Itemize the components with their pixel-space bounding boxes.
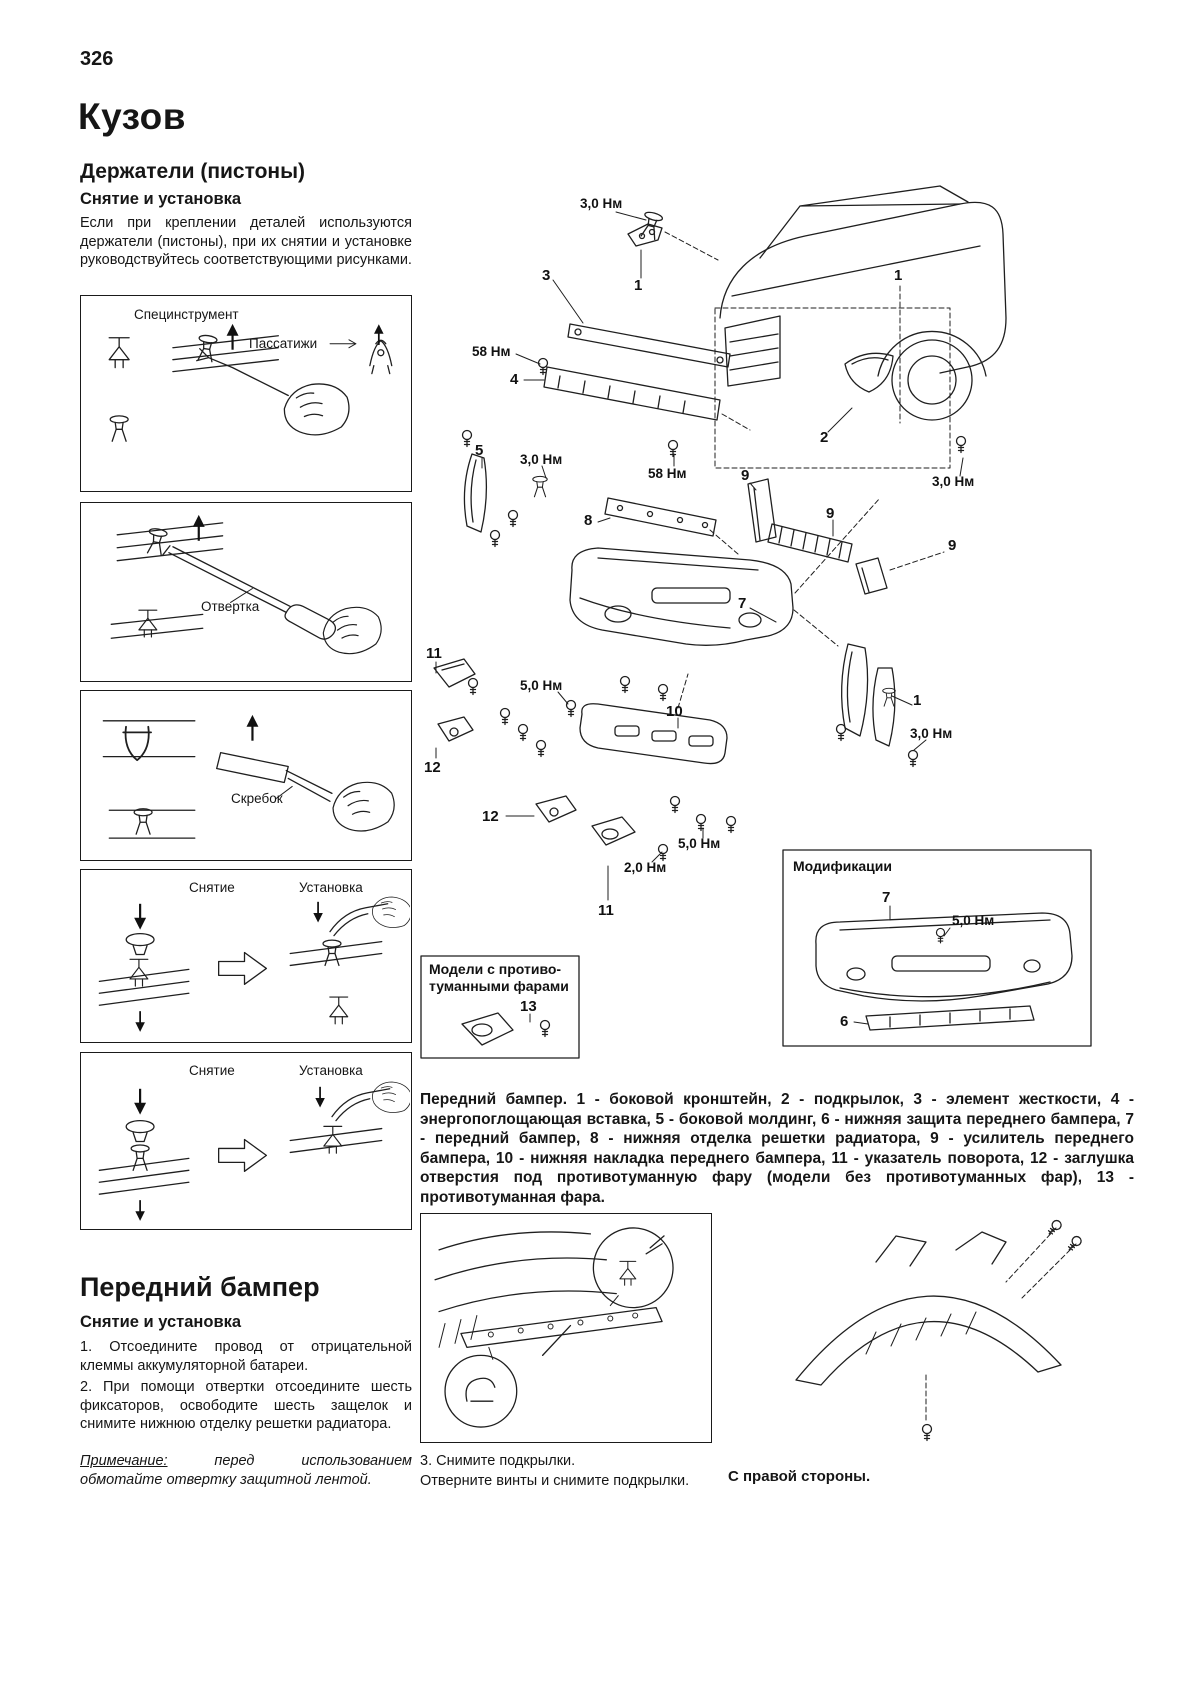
callout-13: 13 <box>520 998 537 1015</box>
bolt-icon <box>519 725 528 741</box>
down-arrow-icon <box>135 1200 145 1221</box>
front-bumper-exploded-diagram <box>420 168 1135 1080</box>
mid-figure-caption-2: Отверните винты и снимите подкрылки. <box>420 1473 690 1489</box>
bolt-icon <box>1046 1219 1063 1237</box>
torque-label: 3,0 Нм <box>520 452 563 467</box>
figure-grille-trim-removal <box>420 1213 712 1443</box>
callout-7: 7 <box>738 595 747 612</box>
bolt-icon <box>501 709 510 725</box>
bolt-icon <box>537 741 546 757</box>
removal-installation-illustration <box>81 870 410 1040</box>
part-fender-liner-2 <box>845 353 893 392</box>
callout-1: 1 <box>634 277 643 294</box>
callout-6: 6 <box>840 1013 849 1030</box>
part-plug-12a <box>438 717 473 741</box>
fog-models-box <box>421 956 579 1058</box>
callout-3: 3 <box>542 267 551 284</box>
fog-box-label-line1: Модели с противо- <box>429 961 562 977</box>
callout-7: 7 <box>882 889 891 906</box>
pliers-icon <box>370 340 392 373</box>
torque-label: 2,0 Нм <box>624 860 667 875</box>
bolt-icon <box>697 815 706 831</box>
clip-icon <box>131 1145 149 1170</box>
torque-label: 58 Нм <box>648 466 687 481</box>
clip-icon <box>323 940 341 965</box>
bolt-icon <box>509 511 518 527</box>
car-outline <box>720 186 1006 420</box>
bolt-icon <box>669 441 678 457</box>
up-arrow-icon <box>246 715 258 741</box>
clip-icon <box>123 727 151 760</box>
torque-label: 58 Нм <box>472 344 511 359</box>
holders-subheading: Снятие и установка <box>80 190 242 208</box>
part-reinforcement-9a <box>748 479 776 542</box>
installation-label: Установка <box>299 880 363 895</box>
clip-icon <box>620 1261 636 1285</box>
callout-2: 2 <box>820 429 829 446</box>
magnifier-circle <box>593 1228 673 1308</box>
grille-trim-illustration <box>421 1214 710 1440</box>
clip-icon <box>324 1126 342 1153</box>
holders-intro: Если при креплении деталей используются держатели (пистоны), при их снятии и установке руководствуйтесь соответствующими рисунками. <box>80 215 412 269</box>
figure-scraper <box>80 690 412 861</box>
callout-1: 1 <box>913 692 922 709</box>
callout-11: 11 <box>426 645 442 662</box>
bumper-subheading: Снятие и установка <box>80 1313 242 1331</box>
callout-11: 11 <box>598 902 614 919</box>
clip-icon <box>883 688 896 706</box>
bumper-note <box>80 1452 412 1490</box>
callout-12: 12 <box>424 759 441 776</box>
hand-illustration <box>328 775 400 838</box>
callout-5: 5 <box>475 442 484 459</box>
installation-label: Установка <box>299 1063 363 1078</box>
scraper-illustration <box>81 691 410 858</box>
bumper-heading: Передний бампер <box>80 1272 320 1302</box>
bolt-icon <box>923 1425 932 1441</box>
page-title: Кузов <box>78 96 186 137</box>
hand-illustration <box>318 600 388 662</box>
hand-illustration <box>280 378 354 441</box>
diagram-caption: Передний бампер. 1 - боковой кронштейн, 2 - подкрылок, 3 - элемент жесткости, 4 - энергопоглощающая вставка, 5 - боковой молдинг, 6 - нижняя защита переднего бампера, 7 - передний бампер, 8 - нижняя отделка решетки радиатора, 9 - усилитель переднего бампера, 10 - нижняя накладка переднего бампера, 11 - указатель поворота, 12 - заглушка отверстия под противотуманную фару (модели без противотуманных фар), 13 - противотуманная фара. <box>420 1091 1134 1206</box>
modifications-box <box>783 850 1091 1046</box>
modifications-label: Модификации <box>793 858 892 874</box>
removal-label: Снятие <box>189 1063 235 1078</box>
part-reinforcement-9c <box>856 558 887 594</box>
special-tool-illustration <box>81 296 410 489</box>
bolt-icon <box>463 431 472 447</box>
holders-heading: Держатели (пистоны) <box>80 160 306 183</box>
note-text: перед использованием обмотайте отвертку защитной лентой. <box>80 1453 412 1488</box>
part-molding-5 <box>464 454 486 532</box>
torque-label: 3,0 Нм <box>910 726 953 741</box>
callout-9: 9 <box>948 537 957 554</box>
clip-icon <box>146 528 168 556</box>
pliers-label: Пассатижи <box>249 336 318 351</box>
callout-10: 10 <box>666 703 683 720</box>
bolt-icon <box>936 928 944 942</box>
part-bracket-1 <box>628 224 662 246</box>
bolt-icon <box>491 531 500 547</box>
up-arrow-icon <box>227 324 239 350</box>
fog-box-label-line2: туманными фарами <box>429 978 569 994</box>
screwdriver-label: Отвертка <box>201 599 260 614</box>
clip-icon <box>130 959 148 986</box>
down-arrow-icon <box>315 1087 325 1108</box>
clip-icon <box>110 416 128 441</box>
note-label: Примечание: <box>80 1453 168 1469</box>
part-bumper-7 <box>570 548 793 645</box>
callout-8: 8 <box>584 512 593 529</box>
down-arrow-icon <box>313 902 323 923</box>
figure-screwdriver <box>80 502 412 682</box>
figure-special-tool <box>80 295 412 492</box>
scraper-label: Скребок <box>231 791 283 806</box>
part-lower-plate-10 <box>580 704 727 764</box>
bumper-step-2: 2. При помощи отвертки отсоедините шесть фиксаторов, освободите шесть защелок и снимите нижнюю отделку решетки радиатора. <box>80 1379 412 1433</box>
down-arrow-icon <box>135 1011 145 1032</box>
clip-icon <box>109 338 129 368</box>
torque-label: 3,0 Нм <box>580 196 623 211</box>
clip-icon <box>330 997 348 1024</box>
clip-icon <box>533 476 547 496</box>
part-plug-12b <box>536 796 576 822</box>
figure-removal-installation-2 <box>80 1052 412 1230</box>
callout-12: 12 <box>482 808 499 825</box>
bolt-icon <box>957 437 966 453</box>
callout-4: 4 <box>510 371 519 388</box>
part-stiffener-3 <box>568 324 730 367</box>
removal-installation-illustration <box>81 1053 410 1227</box>
bolt-icon <box>671 797 680 813</box>
part-turn-signal-11b <box>592 817 635 845</box>
clip-icon <box>134 809 152 834</box>
bolt-icon <box>659 845 668 861</box>
part-absorber-4 <box>544 367 720 420</box>
up-arrow-icon <box>193 515 205 541</box>
page-number: 326 <box>80 48 114 70</box>
hand-illustration <box>372 897 410 928</box>
torque-label: 5,0 Нм <box>520 678 563 693</box>
callout-9: 9 <box>741 467 750 484</box>
down-arrow-icon <box>134 904 146 930</box>
bolt-icon <box>469 679 478 695</box>
special-tool-label: Специнструмент <box>134 307 239 322</box>
mid-figure-caption-1: 3. Снимите подкрылки. <box>420 1453 576 1469</box>
torque-label: 5,0 Нм <box>952 913 995 928</box>
bolt-icon <box>727 817 736 833</box>
fender-liner-illustration <box>726 1210 1136 1460</box>
mod-bumper-illustration <box>816 913 1072 1001</box>
bolt-icon <box>909 751 918 767</box>
exploded-view-svg <box>420 168 1135 1080</box>
callout-1: 1 <box>894 267 903 284</box>
mod-guard-illustration <box>866 1006 1034 1030</box>
bolt-icon <box>541 1021 550 1037</box>
bolt-icon <box>567 701 576 717</box>
screwdriver-illustration <box>81 503 410 679</box>
part-grille-trim-8 <box>605 498 716 536</box>
callout-9: 9 <box>826 505 835 522</box>
bolt-icon <box>659 685 668 701</box>
down-arrow-icon <box>134 1089 146 1115</box>
bolt-icon <box>621 677 630 693</box>
magnifier-circle <box>445 1355 517 1427</box>
figure-fender-liner <box>726 1210 1136 1460</box>
bumper-step-1: 1. Отсоедините провод от отрицательной клеммы аккумуляторной батареи. <box>80 1339 412 1374</box>
torque-label: 5,0 Нм <box>678 836 721 851</box>
hand-illustration <box>372 1082 410 1113</box>
torque-label: 3,0 Нм <box>932 474 975 489</box>
bolt-icon <box>1066 1235 1083 1253</box>
fog-lamp-illustration <box>462 1013 513 1045</box>
removal-label: Снятие <box>189 880 235 895</box>
figure-removal-installation-1 <box>80 869 412 1043</box>
right-figure-caption: С правой стороны. <box>728 1468 871 1485</box>
